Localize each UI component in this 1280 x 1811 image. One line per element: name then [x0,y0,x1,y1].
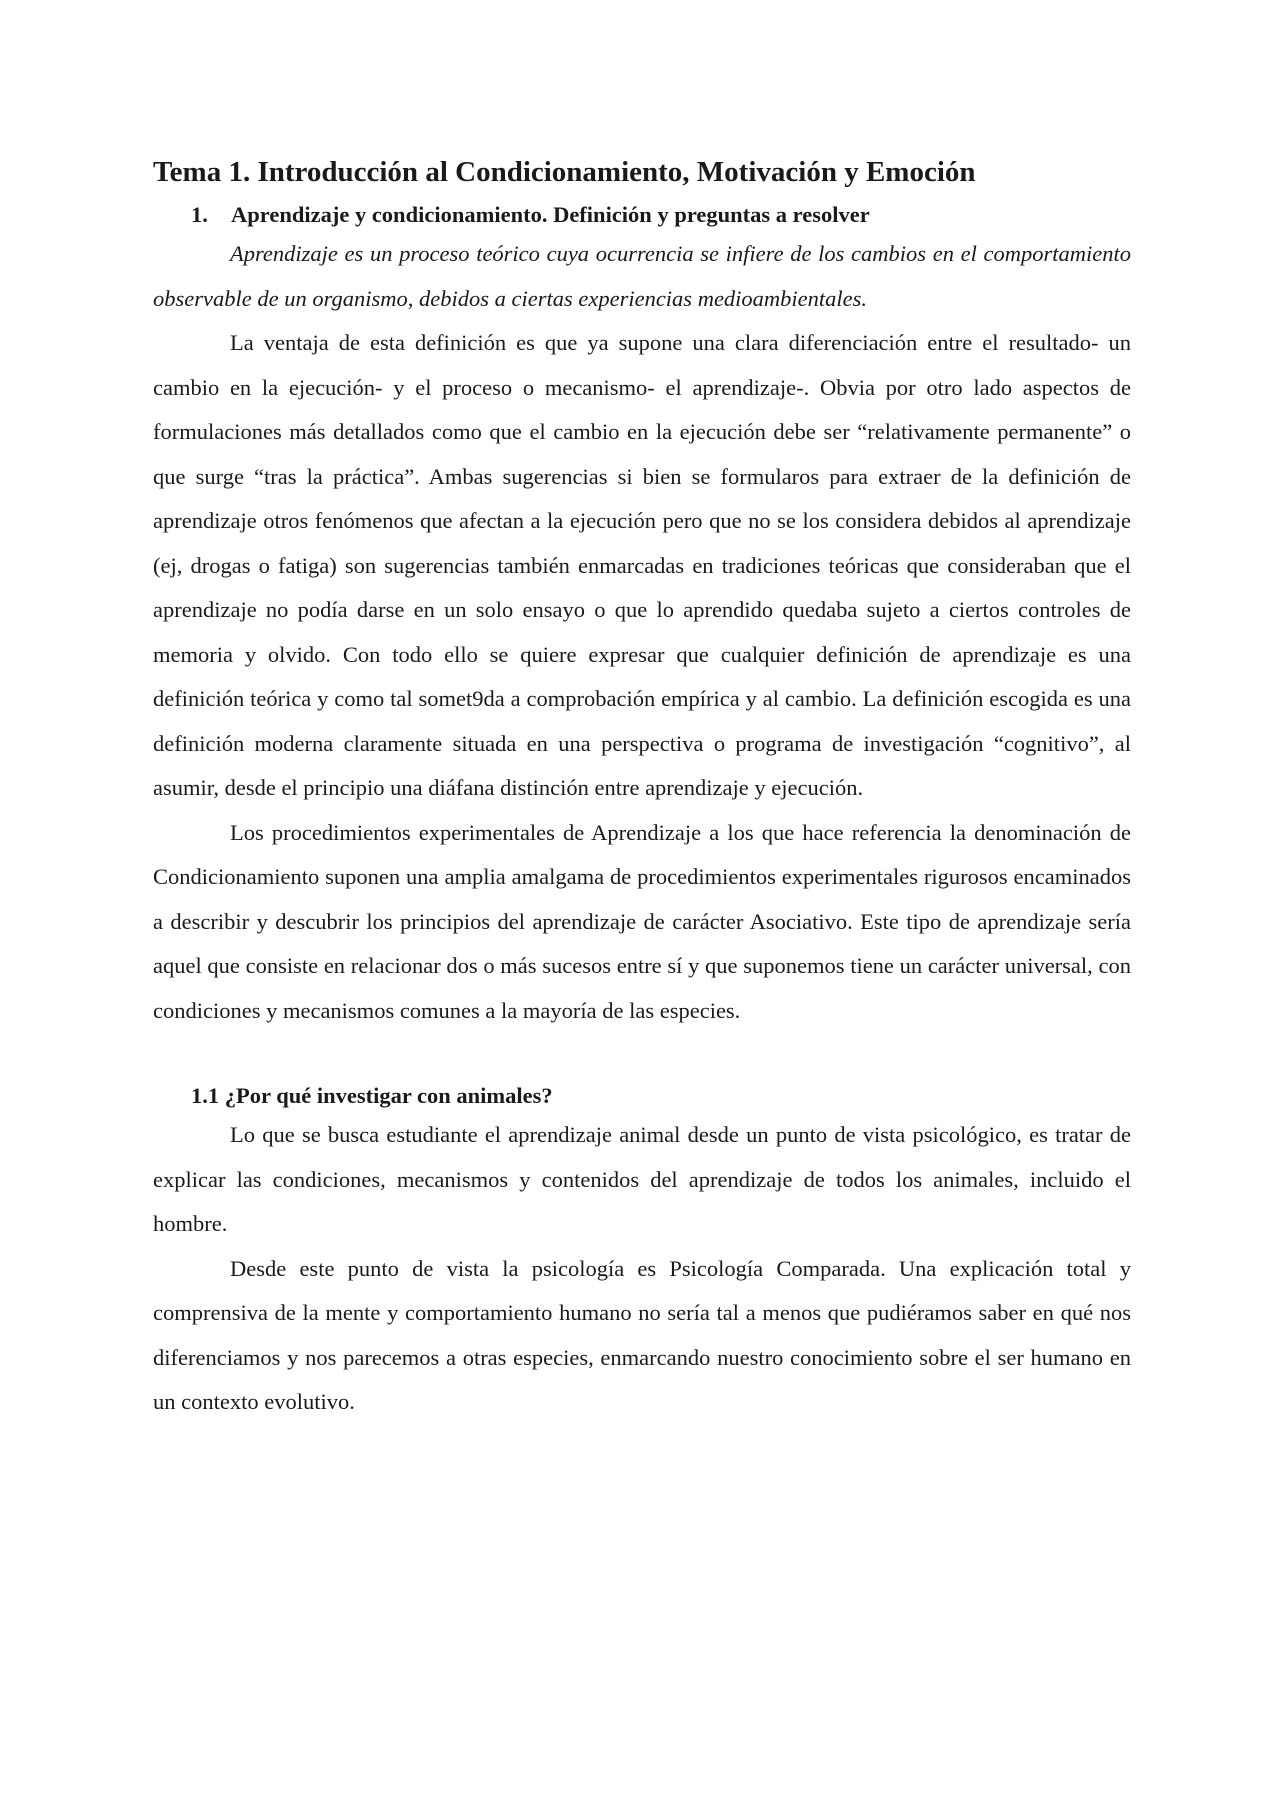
section-1-heading [153,198,1131,232]
document-title: Tema 1. Introducción al Condicionamiento, Motivación y Emoción [153,156,976,188]
body-paragraph: Los procedimientos experimentales de Aprendizaje a los que hace referencia la denominación de Condicionamiento suponen una amplia amalgama de procedimientos experimentales rigurosos encaminados a describir y descubrir los principios del aprendizaje de carácter Asociativo. Este tipo de aprendizaje sería aquel que consiste en relacionar dos o más sucesos entre sí y que suponemos tiene un carácter universal, con condiciones y mecanismos comunes a la mayoría de las especies. [153,819,1131,1023]
document-page [153,150,1131,1425]
section-1-1-heading: 1.1 ¿Por qué investigar con animales? [191,1083,553,1108]
section-1-heading-text: Aprendizaje y condicionamiento. Definición y preguntas a resolver [231,202,870,227]
body-paragraph: La ventaja de esta definición es que ya supone una clara diferenciación entre el resultado- un cambio en la ejecución- y el proceso o mecanismo- el aprendizaje-. Obvia por otro lado aspectos de formulaciones más detallados como que el cambio en la ejecución debe ser “relativamente permanente” o que surge “tras la práctica”. Ambas sugerencias si bien se formularos para extraer de la definición de aprendizaje otros fenómenos que afectan a la ejecución pero que no se los considera debidos al aprendizaje (ej, drogas o fatiga) son sugerencias también enmarcadas en tradiciones teóricas que consideraban que el aprendizaje no podía darse en un solo ensayo o que lo aprendido quedaba sujeto a ciertos controles de memoria y olvido. Con todo ello se quiere expresar que cualquier definición de aprendizaje es una definición teórica y como tal somet9da a comprobación empírica y al cambio. La definición escogida es una definición moderna claramente situada en una perspectiva o programa de investigación “cognitivo”, al asumir, desde el principio una diáfana distinción entre aprendizaje y ejecución. [153,330,1131,800]
section-1-number: 1. [191,202,208,227]
section-spacer [153,1033,1131,1079]
definition-paragraph: Aprendizaje es un proceso teórico cuya ocurrencia se infiere de los cambios en el comportamiento observable de un organismo, debidos a ciertas experiencias medioambientales. [153,241,1131,311]
body-paragraph: Desde este punto de vista la psicología es Psicología Comparada. Una explicación total y comprensiva de la mente y comportamiento humano no sería tal a menos que pudiéramos saber en qué nos diferenciamos y nos parecemos a otras especies, enmarcando nuestro conocimiento sobre el ser humano en un contexto evolutivo. [153,1255,1131,1414]
body-paragraph: Lo que se busca estudiante el aprendizaje animal desde un punto de vista psicológico, es tratar de explicar las condiciones, mecanismos y contenidos del aprendizaje de todos los animales, incluido el hombre. [153,1122,1131,1236]
